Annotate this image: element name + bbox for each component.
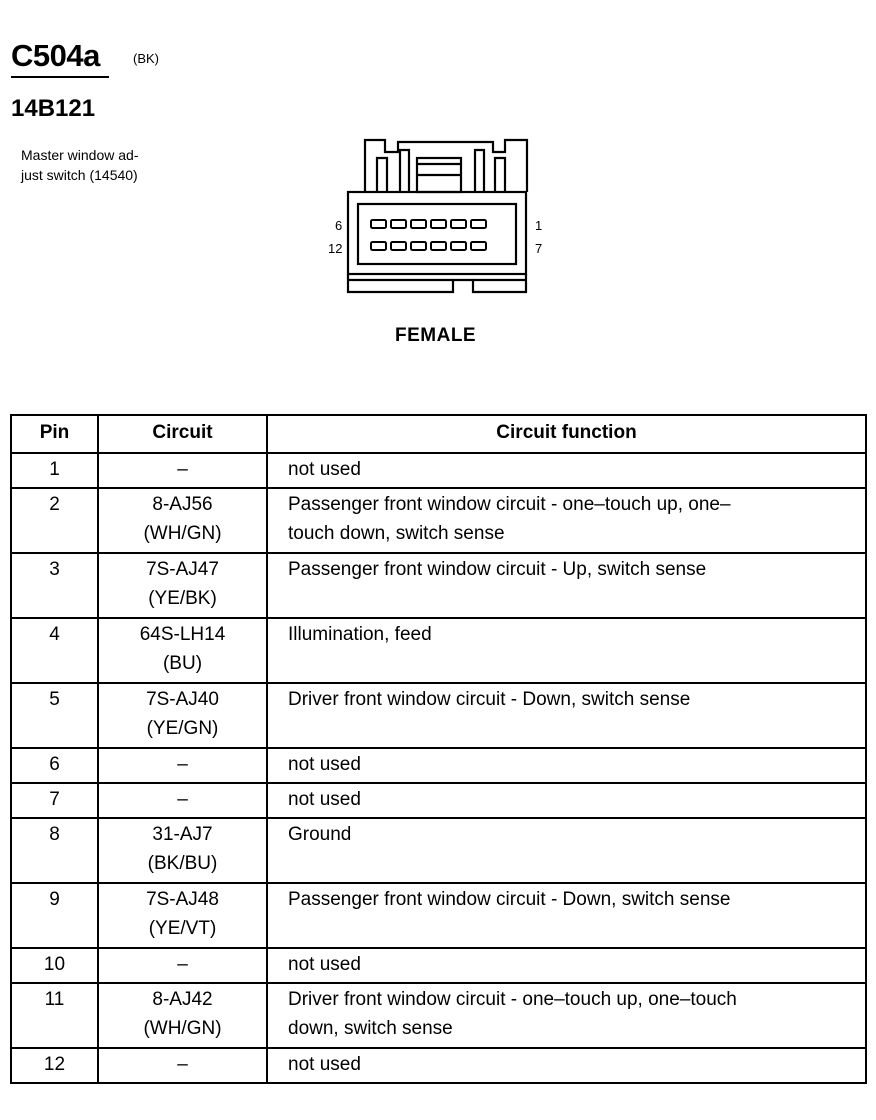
connector-id-underline bbox=[11, 76, 109, 78]
circuit-function: not used bbox=[267, 783, 866, 818]
circuit: – bbox=[98, 453, 267, 488]
pin-number: 6 bbox=[11, 748, 98, 783]
pin-label-7: 7 bbox=[535, 241, 543, 256]
circuit bbox=[98, 553, 267, 618]
circuit: – bbox=[98, 783, 267, 818]
table-header-row bbox=[11, 415, 866, 453]
circuit-function: not used bbox=[267, 948, 866, 983]
table-row bbox=[11, 948, 866, 983]
circuit-function: Passenger front window circuit - Up, switch sense bbox=[267, 553, 866, 618]
connector-gender-label: FEMALE bbox=[395, 325, 477, 346]
wire-color: (YE/BK) bbox=[148, 588, 217, 609]
circuit-id: 31-AJ7 bbox=[152, 824, 213, 845]
pin-label-12: 12 bbox=[328, 241, 343, 256]
pin-number: 4 bbox=[11, 618, 98, 683]
table-row bbox=[11, 453, 866, 488]
table-row bbox=[11, 748, 866, 783]
circuit-function: Driver front window circuit - Down, switch sense bbox=[267, 683, 866, 748]
table-row bbox=[11, 1048, 866, 1083]
component-description-line-1: Master window ad- bbox=[21, 147, 139, 163]
circuit bbox=[98, 618, 267, 683]
pin-number: 5 bbox=[11, 683, 98, 748]
circuit bbox=[98, 883, 267, 948]
component-description-line-2: just switch (14540) bbox=[21, 167, 138, 183]
circuit-id: 8-AJ56 bbox=[152, 494, 213, 515]
pin-number: 12 bbox=[11, 1048, 98, 1083]
circuit bbox=[98, 683, 267, 748]
component-description bbox=[21, 145, 139, 185]
circuit-function: not used bbox=[267, 748, 866, 783]
table-row bbox=[11, 983, 866, 1048]
pin-cavities bbox=[371, 220, 486, 250]
wire-color: (WH/GN) bbox=[143, 1018, 222, 1039]
circuit-id: 7S-AJ48 bbox=[146, 889, 219, 910]
pin-number: 11 bbox=[11, 983, 98, 1048]
connector-id: C504a bbox=[11, 38, 100, 73]
wire-color: (WH/GN) bbox=[143, 523, 222, 544]
table-row bbox=[11, 883, 866, 948]
table-row bbox=[11, 553, 866, 618]
wire-color: (YE/GN) bbox=[146, 718, 219, 739]
pin-number: 7 bbox=[11, 783, 98, 818]
pin-number: 8 bbox=[11, 818, 98, 883]
connector-face-diagram bbox=[325, 130, 555, 305]
circuit bbox=[98, 488, 267, 553]
circuit-id: 64S-LH14 bbox=[139, 624, 226, 645]
table-row bbox=[11, 783, 866, 818]
circuit-id: 7S-AJ47 bbox=[146, 559, 219, 580]
header-pin: Pin bbox=[11, 415, 98, 453]
pin-label-1: 1 bbox=[535, 218, 543, 233]
circuit bbox=[98, 983, 267, 1048]
header-circuit: Circuit bbox=[98, 415, 267, 453]
circuit-function: Passenger front window circuit - Down, switch sense bbox=[267, 883, 866, 948]
circuit-id: 7S-AJ40 bbox=[146, 689, 219, 710]
pin-table bbox=[10, 414, 867, 1084]
circuit-id: 8-AJ42 bbox=[152, 989, 213, 1010]
table-row bbox=[11, 488, 866, 553]
circuit-function: Passenger front window circuit - one–touch up, one– touch down, switch sense bbox=[267, 488, 866, 553]
pin-number: 2 bbox=[11, 488, 98, 553]
circuit-function: Illumination, feed bbox=[267, 618, 866, 683]
circuit bbox=[98, 818, 267, 883]
wire-color: (BU) bbox=[162, 653, 203, 674]
pin-label-6: 6 bbox=[335, 218, 343, 233]
circuit-function: Driver front window circuit - one–touch up, one–touch down, switch sense bbox=[267, 983, 866, 1048]
table-row bbox=[11, 683, 866, 748]
wire-color: (BK/BU) bbox=[147, 853, 218, 874]
connector-key bbox=[348, 274, 526, 292]
pin-number: 9 bbox=[11, 883, 98, 948]
part-number: 14B121 bbox=[11, 95, 96, 122]
connector-color: (BK) bbox=[133, 51, 159, 66]
circuit-function: not used bbox=[267, 453, 866, 488]
circuit: – bbox=[98, 1048, 267, 1083]
circuit: – bbox=[98, 748, 267, 783]
pin-number: 1 bbox=[11, 453, 98, 488]
connector-latch bbox=[365, 140, 527, 192]
circuit-function: Ground bbox=[267, 818, 866, 883]
table-row bbox=[11, 618, 866, 683]
header-circuit-function: Circuit function bbox=[267, 415, 866, 453]
circuit: – bbox=[98, 948, 267, 983]
wire-color: (YE/VT) bbox=[148, 918, 217, 939]
table-row bbox=[11, 818, 866, 883]
pin-number: 3 bbox=[11, 553, 98, 618]
pin-number: 10 bbox=[11, 948, 98, 983]
circuit-function: not used bbox=[267, 1048, 866, 1083]
